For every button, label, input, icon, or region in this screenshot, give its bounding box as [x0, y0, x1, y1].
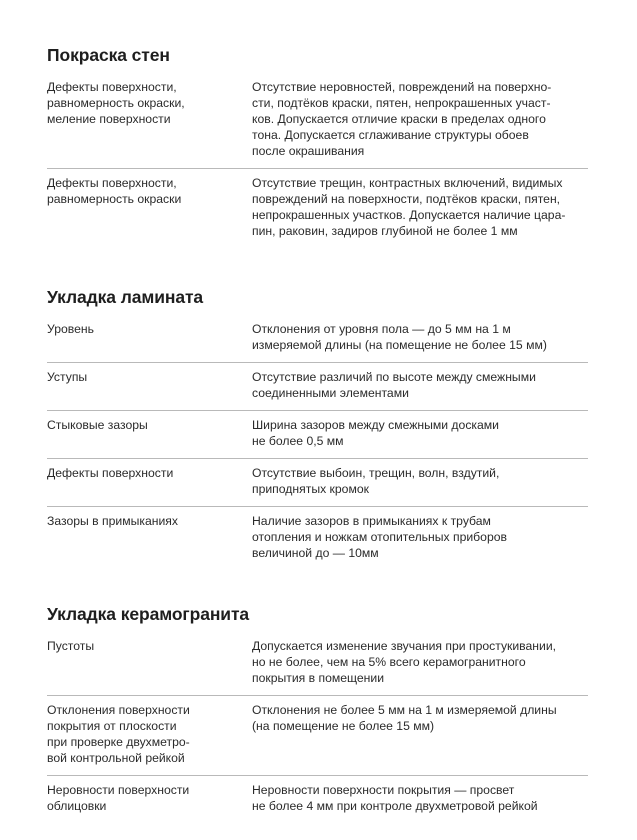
- criterion-cell: Уровень: [47, 322, 94, 336]
- criterion-cell: Неровности поверхности облицовки: [47, 783, 190, 813]
- table-row: [47, 507, 588, 570]
- table-row: [47, 459, 588, 507]
- table-row: [47, 411, 588, 459]
- table-row: [47, 363, 588, 411]
- requirement-cell: Отсутствие неровностей, повреждений на поверхно- сти, подтёков краски, пятен, непрокрашенных участ- ков. Допускается отличие краски в пределах одного тона. Допускается сглаживание структуры обоев после окрашивания: [252, 80, 552, 158]
- criterion-cell: Дефекты поверхности, равномерность окраски: [47, 176, 182, 206]
- table-row: [47, 638, 588, 696]
- criterion-cell: Зазоры в примыканиях: [47, 514, 178, 528]
- requirement-cell: Наличие зазоров в примыканиях к трубам отопления и ножкам отопительных приборов величиной до — 10мм: [252, 514, 507, 560]
- criterion-cell: Стыковые зазоры: [47, 418, 148, 432]
- requirement-cell: Отсутствие выбоин, трещин, волн, вздутий, приподнятых кромок: [252, 466, 500, 496]
- criterion-cell: Пустоты: [47, 639, 95, 653]
- section-title: Укладка керамогранита: [47, 604, 250, 624]
- section-laminate-laying: [47, 287, 588, 570]
- section-title: Покраска стен: [47, 45, 170, 65]
- section-title: Укладка ламината: [47, 287, 204, 307]
- table-row: [47, 169, 588, 248]
- table-row: [47, 696, 588, 776]
- criterion-cell: Уступы: [47, 370, 88, 384]
- requirement-cell: Неровности поверхности покрытия — просвет не более 4 мм при контроле двухметровой рейкой: [252, 783, 538, 813]
- table-row: [47, 776, 588, 823]
- criterion-cell: Дефекты поверхности, равномерность окраски, меление поверхности: [47, 80, 185, 126]
- section-porcelain-tile-laying: [47, 604, 588, 823]
- criterion-cell: Дефекты поверхности: [47, 466, 174, 480]
- requirements-table: [47, 321, 588, 570]
- section-wall-painting: [47, 45, 588, 248]
- requirements-table: [47, 79, 588, 248]
- requirement-cell: Отсутствие трещин, контрастных включений, видимых повреждений на поверхности, подтёков краски, пятен, непрокрашенных участков. Допускается наличие цара- пин, раковин, задиров глубиной не более 1 мм: [252, 176, 566, 238]
- table-row: [47, 79, 588, 169]
- table-row: [47, 321, 588, 363]
- requirement-cell: Допускается изменение звучания при простукивании, но не более, чем на 5% всего керамогранитного покрытия в помещении: [252, 639, 557, 685]
- criterion-cell: Отклонения поверхности покрытия от плоскости при проверке двухметро- вой контрольной рейкой: [47, 703, 190, 765]
- requirements-table: [47, 638, 588, 823]
- requirement-cell: Отклонения от уровня пола — до 5 мм на 1 м измеряемой длины (на помещение не более 15 мм): [252, 322, 547, 352]
- requirement-cell: Отклонения не более 5 мм на 1 м измеряемой длины (на помещение не более 15 мм): [252, 703, 557, 733]
- requirement-cell: Отсутствие различий по высоте между смежными соединенными элементами: [252, 370, 536, 400]
- requirement-cell: Ширина зазоров между смежными досками не более 0,5 мм: [252, 418, 499, 448]
